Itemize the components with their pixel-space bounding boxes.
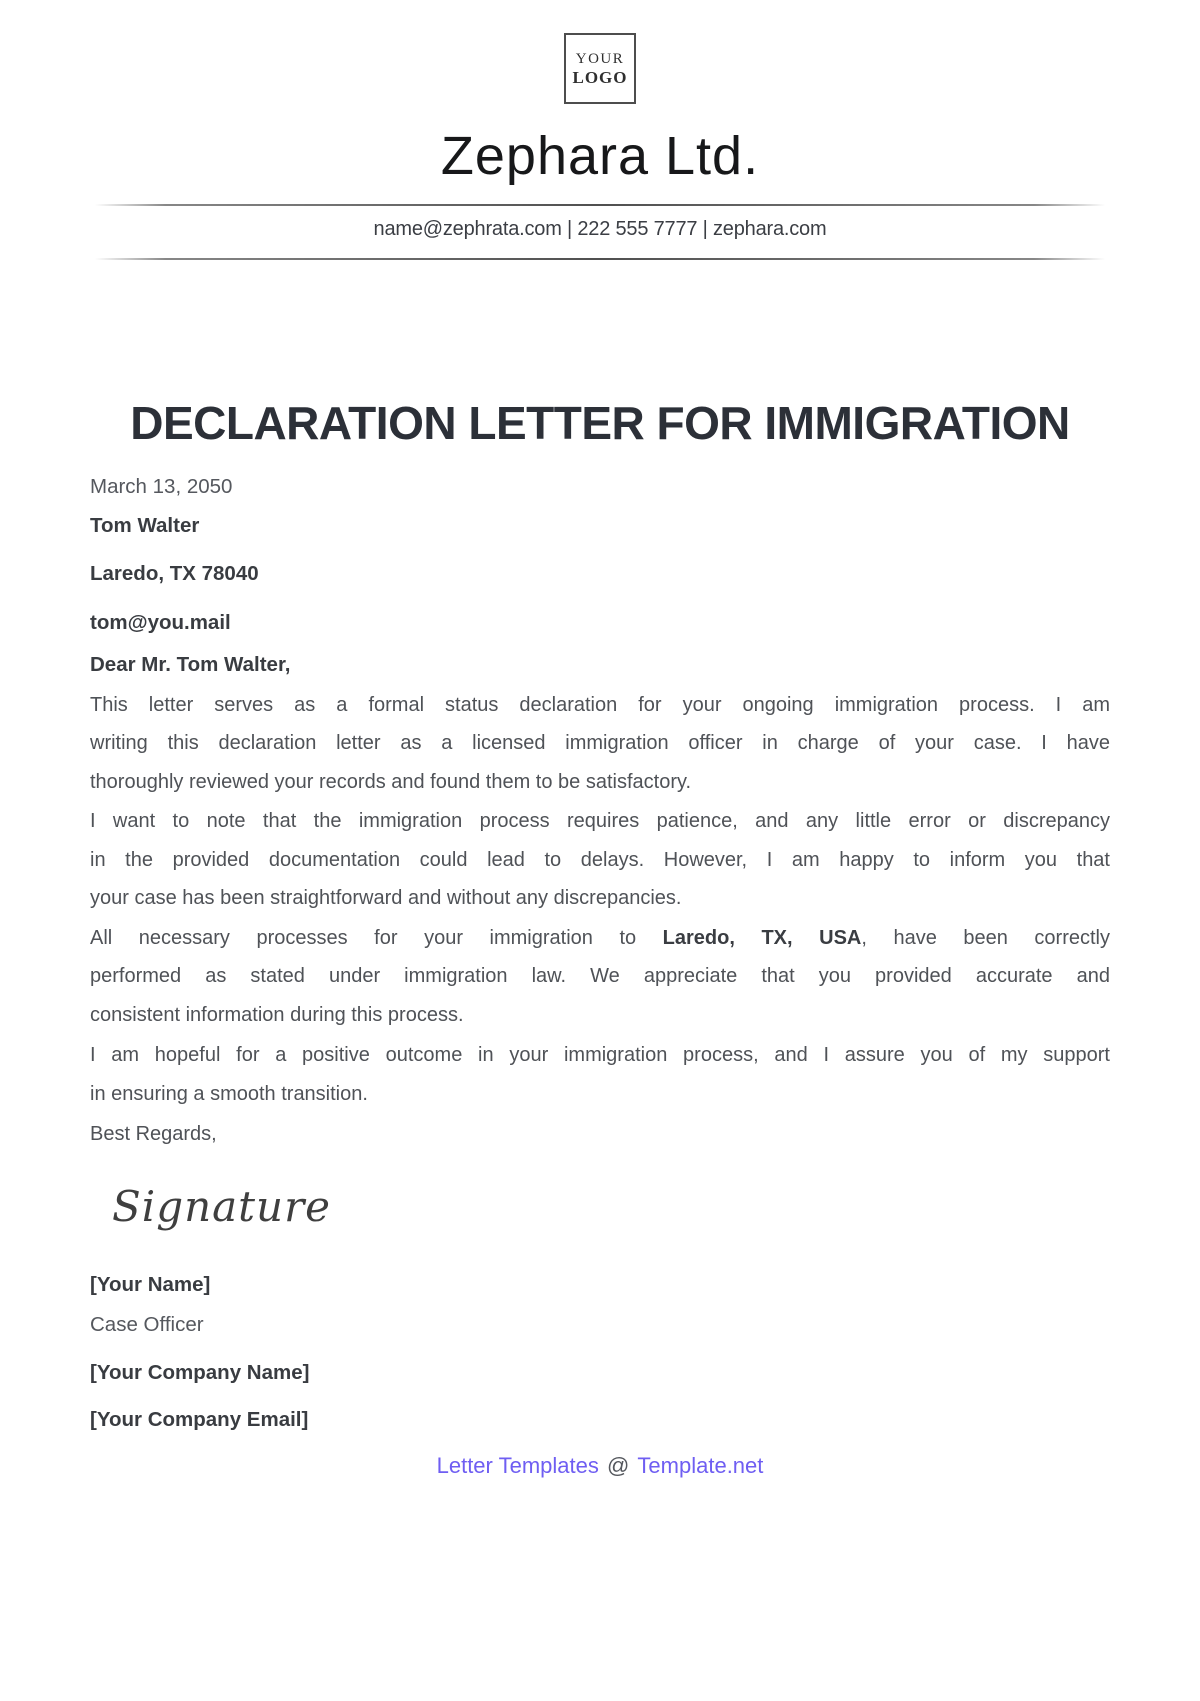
company-logo <box>564 33 636 104</box>
letter-title: DECLARATION LETTER FOR IMMIGRATION <box>130 397 1070 449</box>
paragraph-3 <box>90 919 1110 1035</box>
recipient-location: Laredo, TX 78040 <box>90 562 259 585</box>
body-line: performed as stated under immigration law. We appreciate that you provided accurate and <box>90 965 1110 987</box>
body-line: thoroughly reviewed your records and found them to be satisfactory. <box>90 770 692 793</box>
body-line: writing this declaration letter as a licensed immigration officer in charge of your case. I have <box>90 732 1110 754</box>
sender-title: Case Officer <box>90 1313 204 1336</box>
footer-credit <box>0 1447 1200 1486</box>
body-line-text: , have been correctly <box>861 926 1110 949</box>
letter-date: March 13, 2050 <box>90 475 233 498</box>
body-line: your case has been straightforward and without any discrepancies. <box>90 887 682 909</box>
body-line-text: All necessary processes for your immigration to <box>90 926 663 949</box>
recipient-name: Tom Walter <box>90 513 200 537</box>
sender-name: [Your Name] <box>90 1272 211 1296</box>
destination-bold: Laredo, TX, USA <box>662 926 862 949</box>
paragraph-4 <box>90 1036 1110 1113</box>
body-line: in ensuring a smooth transition. <box>90 1082 368 1105</box>
paragraph-1 <box>90 686 1110 802</box>
salutation: Dear Mr. Tom Walter, <box>90 653 291 676</box>
recipient-email: tom@you.mail <box>90 610 231 634</box>
body-line: consistent information during this process. <box>90 1003 464 1026</box>
letter-content <box>90 468 1110 1440</box>
logo-text-logo: LOGO <box>572 67 628 87</box>
body-line <box>90 919 1110 958</box>
body-line: This letter serves as a formal status declaration for your ongoing immigration process. I am <box>90 693 1110 716</box>
body-line: I am hopeful for a positive outcome in your immigration process, and I assure you of my support <box>90 1044 1110 1066</box>
signature-script: Signature <box>112 1181 332 1231</box>
footer-at-separator: @ <box>600 1452 636 1478</box>
letter-header <box>0 33 1200 260</box>
paragraph-2 <box>90 802 1110 918</box>
body-line: in the provided documentation could lead to delays. However, I am happy to inform you that <box>90 848 1110 871</box>
sender-company: [Your Company Name] <box>90 1360 310 1384</box>
sender-email: [Your Company Email] <box>90 1408 309 1431</box>
company-name: Zephara Ltd. <box>440 126 760 186</box>
body-line: I want to note that the immigration process requires patience, and any little error or discrepancy <box>90 810 1110 832</box>
logo-text-your: YOUR <box>575 50 625 67</box>
closing: Best Regards, <box>90 1123 217 1145</box>
divider-bottom <box>95 258 1105 260</box>
contact-line: name@zephrata.com | 222 555 7777 | zephara.com <box>373 218 827 240</box>
footer-link-template-net[interactable]: Template.net <box>637 1452 764 1478</box>
footer-link-letter-templates[interactable]: Letter Templates <box>436 1452 599 1478</box>
